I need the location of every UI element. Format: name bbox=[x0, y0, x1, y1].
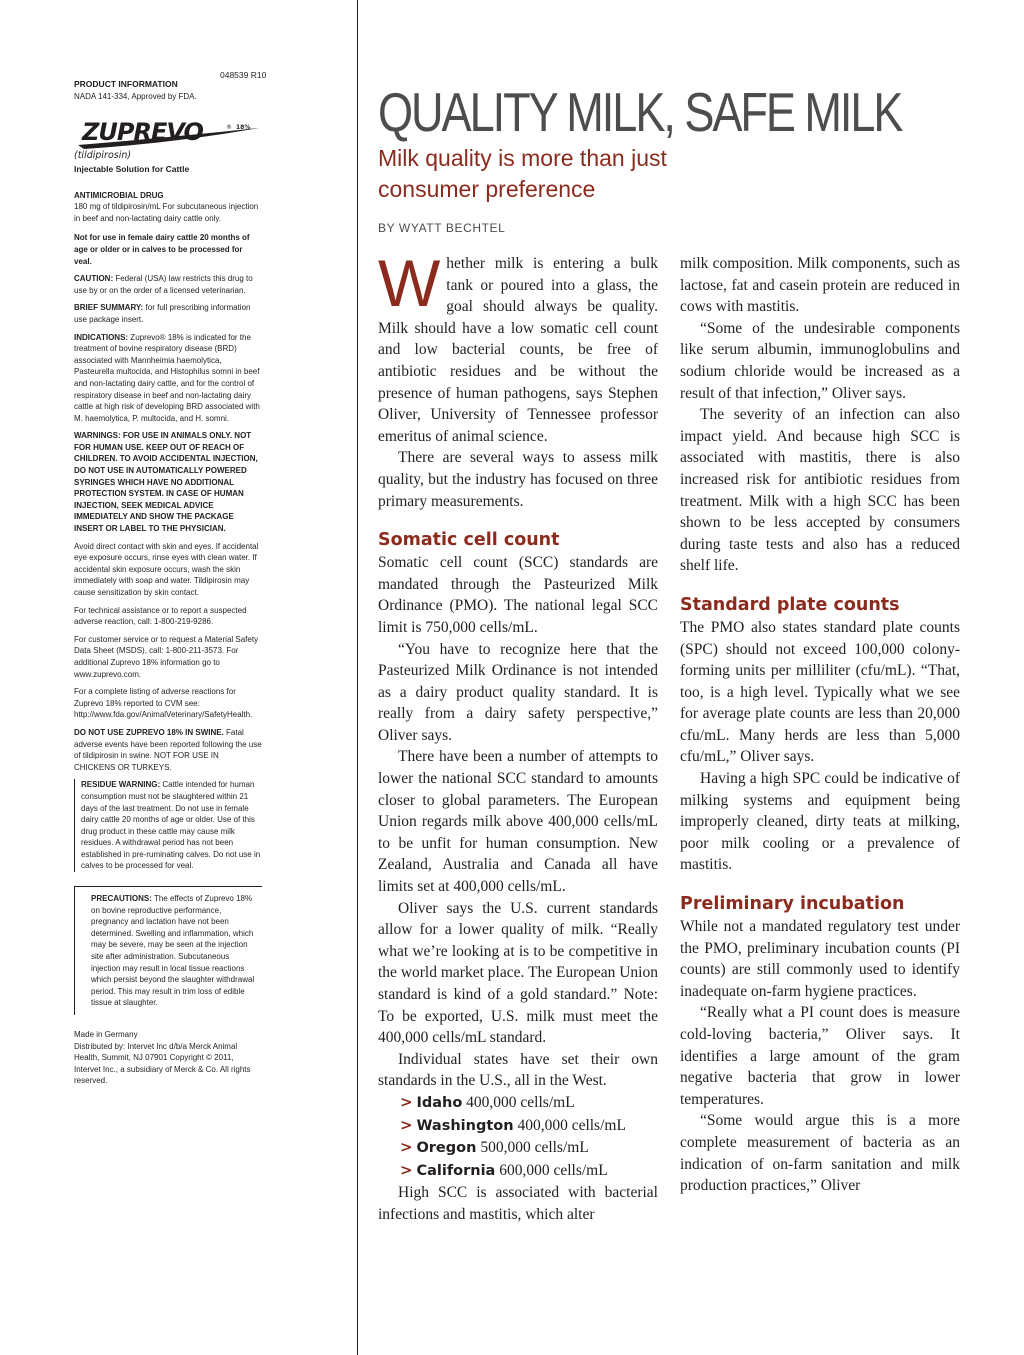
swine-warning-paragraph bbox=[74, 727, 262, 773]
paragraph: While not a mandated regulatory test under the PMO, preliminary incubation counts (PI counts) are still commonly used to identify inadequate on-farm hygiene practices. bbox=[680, 918, 960, 1000]
swine-warning-text: Fatal adverse events have been reported following the use of tildipirosin in swine. NOT FOR USE IN CHICKENS OR TURKEYS. bbox=[74, 727, 262, 772]
paragraph: Individual states have set their own standards in the U.S., all in the West. bbox=[378, 1050, 658, 1090]
article-headline: QUALITY MILK, SAFE MILK bbox=[378, 81, 902, 143]
caution-label: CAUTION: bbox=[74, 274, 114, 284]
dose-text: 180 mg of tildipirosin/mL For subcutaneous injection in beef and non-lactating dairy cattle only. bbox=[74, 202, 259, 223]
bullet-arrow-icon: > bbox=[400, 1138, 413, 1157]
intro-paragraph bbox=[378, 246, 658, 447]
avoid-contact-paragraph: Avoid direct contact with skin and eyes. If accidental eye exposure occurs, rinse eyes with clean water. If accidental skin exposure occurs, wash the skin immediately with soap and water. Tildipirosin may cause sensitization by skin contact. bbox=[74, 541, 259, 597]
column-divider bbox=[357, 0, 358, 1355]
state-limit: 400,000 cells/mL bbox=[513, 1116, 626, 1134]
residue-warning-text: Cattle intended for human consumption must not be slaughtered within 21 days of the last treatment. Do not use in female dairy cattle 20 months of age or older. Use of this drug product in these cattle may cause milk residues. A withdrawal period has not been established in pre-ruminating calves. Do not use in calves to be processed for veal. bbox=[81, 780, 261, 871]
state-name: Idaho bbox=[416, 1094, 463, 1111]
made-in: Made in Germany bbox=[74, 1030, 138, 1039]
caution-paragraph bbox=[74, 273, 262, 296]
paragraph: “Some would argue this is a more complete measurement of bacteria as an indication of on-farm sanitation and milk production practices,” Oliver bbox=[680, 1112, 960, 1195]
brief-summary-label: BRIEF SUMMARY: bbox=[74, 303, 144, 313]
state-name: Oregon bbox=[416, 1140, 477, 1157]
section-heading-preliminary-incubation: Preliminary incubation bbox=[680, 894, 905, 915]
precautions-label: PRECAUTIONS: bbox=[91, 894, 152, 904]
article-column-2 bbox=[680, 253, 960, 1197]
list-item bbox=[378, 1092, 658, 1115]
bullet-arrow-icon: > bbox=[400, 1160, 413, 1179]
precautions-box bbox=[74, 886, 262, 1015]
technical-assistance-paragraph: For technical assistance or to report a suspected adverse reaction, call: 1-800-219-9286. bbox=[74, 605, 247, 627]
indications-paragraph bbox=[74, 332, 262, 425]
state-limit: 400,000 cells/mL bbox=[462, 1093, 575, 1111]
caution-text: Federal (USA) law restricts this drug to use by or on the order of a licensed veterinarian. bbox=[74, 274, 253, 295]
residue-warning-label: RESIDUE WARNING: bbox=[81, 780, 161, 790]
paragraph: “You have to recognize here that the Pasteurized Milk Ordinance is not intended as a dairy product quality standard. It is really from a dairy safety perspective,” Oliver says. bbox=[378, 640, 658, 744]
warnings-paragraph: WARNINGS: FOR USE IN ANIMALS ONLY. NOT FOR HUMAN USE. KEEP OUT OF REACH OF CHILDREN. TO AVOID ACCIDENTAL INJECTION, DO NOT USE IN AUTOMATICALLY POWERED SYRINGES WHICH HAVE NO ADDITIONAL PROTECTION SYSTEM. IN CASE OF HUMAN INJECTION, SEEK MEDICAL ADVICE IMMEDIATELY AND SHOW THE PACKAGE INSERT OR LABEL TO THE PHYSICIAN. bbox=[74, 431, 258, 534]
paragraph: Somatic cell count (SCC) standards are mandated through the Pasteurized Milk Ordinance (PMO). The national legal SCC limit is 750,000 cells/mL. bbox=[378, 554, 658, 636]
list-item bbox=[378, 1115, 658, 1138]
paragraph: High SCC is associated with bacterial infections and mastitis, which alter bbox=[378, 1184, 658, 1223]
precautions-text: The effects of Zuprevo 18% on bovine reproductive performance, pregnancy and lactation have not been determined. Swelling and inflammation, which may be severe, may be seen at the injection site after administration. Subcutaneous injection may result in local tissue reactions which persist beyond the slaughter withdrawal period. This may result in trim loss of edible tissue at slaughter. bbox=[91, 894, 255, 1008]
paragraph: There are several ways to assess milk quality, but the industry has focused on three primary measurements. bbox=[378, 449, 658, 510]
zuprevo-logo bbox=[74, 118, 264, 162]
paragraph: There have been a number of attempts to lower the national SCC standard to amounts closer to global parameters. The European Union regards milk above 400,000 cells/mL to be unfit for human consumption. New Zealand, Australia and Canada all have limits set at 400,000 cells/mL. bbox=[378, 748, 658, 896]
adverse-reactions-paragraph: For a complete listing of adverse reactions for Zuprevo 18% reported to CVM see: http://www.fda.gov/AnimalVeterinary/SafetyHealth. bbox=[74, 687, 253, 720]
logo-registered: ® bbox=[226, 124, 232, 131]
state-limit: 600,000 cells/mL bbox=[495, 1161, 608, 1179]
paragraph: Having a high SPC could be indicative of milking systems and equipment being improperly cleaned, dirty teats at milking, poor milk cooling or a prevalence of mastitis. bbox=[680, 770, 960, 874]
product-type: Injectable Solution for Cattle bbox=[74, 164, 190, 174]
bullet-arrow-icon: > bbox=[400, 1092, 413, 1111]
paragraph: Oliver says the U.S. current standards allow for a lower quality of milk. “Really what we’re looking at is to be competitive in the world market place. The European Union standard is kind of a gold standard.” Note: To be exported, U.S. milk must meet the 400,000 cells/mL standard. bbox=[378, 899, 658, 1047]
paragraph: “Some of the undesirable components like serum albumin, immunoglobulins and sodium chloride would be increased as a result of that infection,” Oliver says. bbox=[680, 319, 960, 402]
sidebar-body bbox=[74, 164, 262, 1093]
brief-summary-text: for full prescribing information use package insert. bbox=[74, 303, 251, 324]
state-name: Washington bbox=[416, 1117, 514, 1134]
residue-warning-paragraph bbox=[74, 779, 262, 872]
not-for-use-warning: Not for use in female dairy cattle 20 months of age or older or in calves to be processed for veal. bbox=[74, 233, 250, 266]
article-byline: BY WYATT BECHTEL bbox=[378, 221, 506, 235]
article-column-1 bbox=[378, 246, 658, 1226]
swine-warning-label: DO NOT USE ZUPREVO 18% IN SWINE. bbox=[74, 727, 224, 737]
logo-strength: 18% bbox=[236, 124, 251, 131]
paragraph: milk composition. Milk components, such as lactose, fat and casein protein are reduced in cows with mastitis. bbox=[680, 255, 960, 316]
bullet-arrow-icon: > bbox=[400, 1115, 413, 1134]
section-heading-somatic-cell-count: Somatic cell count bbox=[378, 530, 560, 551]
article-subhead: Milk quality is more than just consumer preference bbox=[378, 145, 667, 202]
section-heading-standard-plate-counts: Standard plate counts bbox=[680, 594, 900, 615]
logo-generic-name: (tildipirosin) bbox=[74, 150, 132, 161]
customer-service-paragraph: For customer service or to request a Material Safety Data Sheet (MSDS), call: 1-800-211-3573. For additional Zuprevo 18% information go to www.zuprevo.com. bbox=[74, 634, 259, 679]
paragraph: The PMO also states standard plate counts (SPC) should not exceed 100,000 colony-forming units per milliliter (cfu/mL). “That, too, is a high level. Typically what we see for average plate counts are less than 20,000 cfu/mL. Many herds are less than 5,000 cfu/mL,” Oliver says. bbox=[680, 618, 960, 766]
indications-text: Zuprevo® 18% is indicated for the treatment of bovine respiratory disease (BRD) associated with Mannheimia haemolytica, Pasteurella multocida, and Histophilus somni in beef and non-lactating dairy cattle, and for the control of respiratory disease in beef and non-lactating dairy cattle at high risk of developing BRD associated with M. haemolytica, P. multocida, and H. somni. bbox=[74, 332, 260, 423]
logo-brand: ZUPREVO bbox=[82, 118, 203, 146]
list-item bbox=[378, 1160, 658, 1183]
intro-text: hether milk is entering a bulk tank or poured into a glass, the goal should always be quality. Milk should have a low somatic cell count and low bacterial counts, be free of antibiotic residues and be without the presence of human pathogens, says Stephen Oliver, University of Tennessee professor emeritus of animal science. bbox=[378, 255, 658, 445]
nada-approval: NADA 141-334, Approved by FDA. bbox=[74, 91, 197, 101]
document-code: 048539 R10 bbox=[220, 70, 267, 80]
state-standards-list bbox=[378, 1092, 658, 1182]
sidebar-header bbox=[74, 79, 274, 102]
drug-class: ANTIMICROBIAL DRUG bbox=[74, 190, 164, 200]
paragraph: The severity of an infection can also impact yield. And because high SCC is associated with mastitis, there is also increased risk for antibiotic residues from treatment. Milk with a high SCC has been shown to be less accepted by consumers during taste tests and also has a reduced shelf life. bbox=[680, 406, 960, 575]
state-name: California bbox=[416, 1162, 496, 1179]
indications-label: INDICATIONS: bbox=[74, 332, 129, 342]
drop-cap: W bbox=[378, 246, 441, 320]
paragraph: “Really what a PI count does is measure cold-loving bacteria,” Oliver says. It identifies a large amount of the gram negative bacteria that grow in lower temperatures. bbox=[680, 1004, 960, 1108]
sidebar-title: PRODUCT INFORMATION bbox=[74, 79, 178, 89]
state-limit: 500,000 cells/mL bbox=[476, 1139, 589, 1157]
list-item bbox=[378, 1137, 658, 1160]
distributor-info: Distributed by: Intervet Inc d/b/a Merck Animal Health, Summit, NJ 07901 Copyright © 2011, Intervet Inc., a subsidiary of Merck & Co. All rights reserved. bbox=[74, 1041, 251, 1086]
brief-summary-paragraph bbox=[74, 302, 262, 325]
